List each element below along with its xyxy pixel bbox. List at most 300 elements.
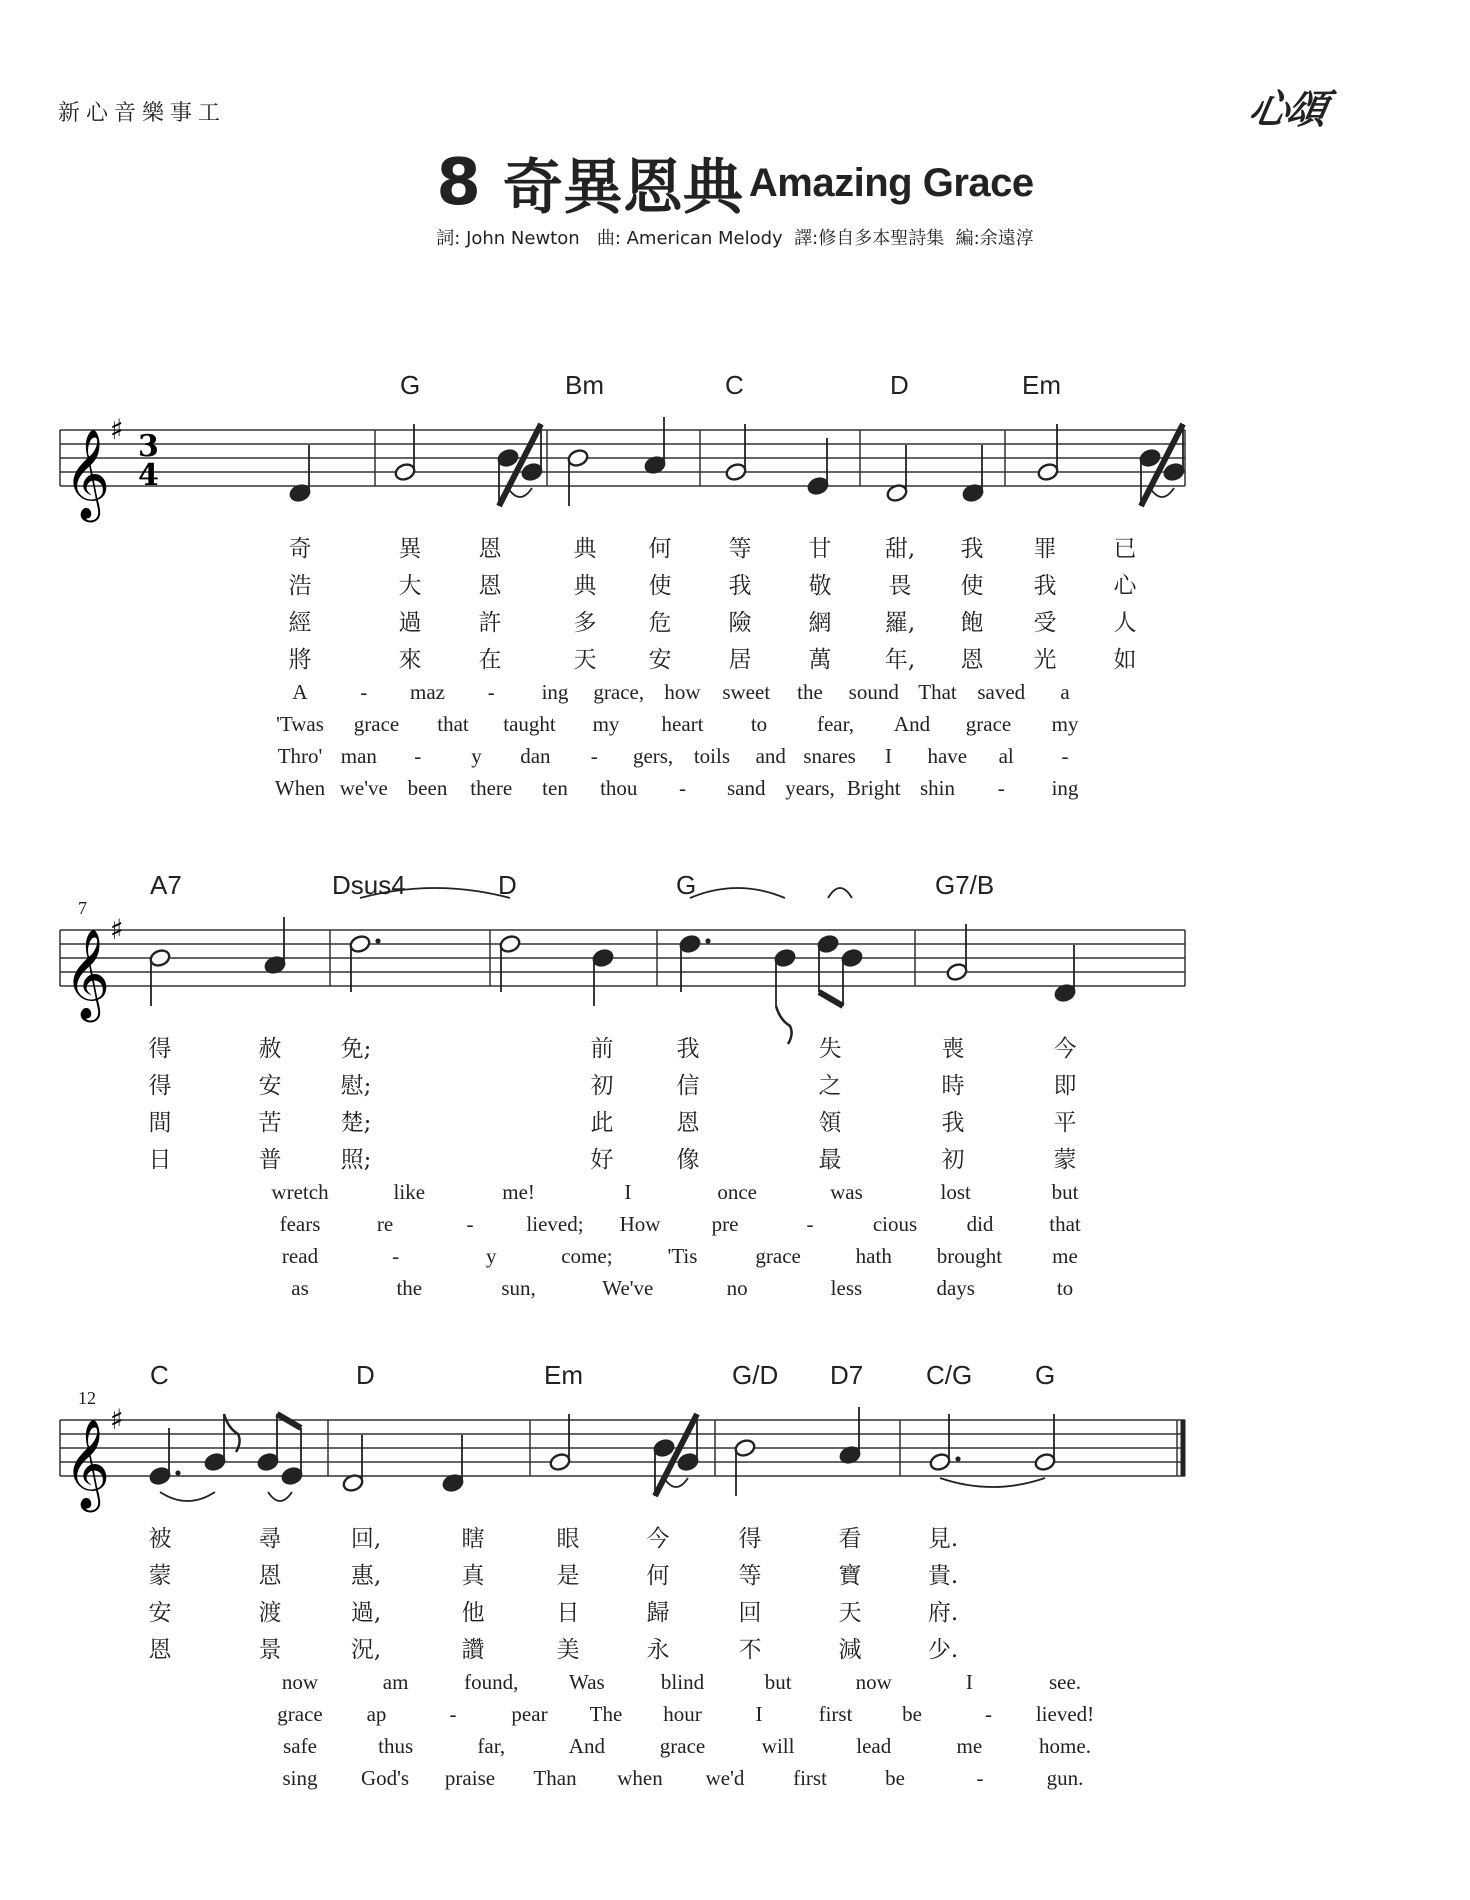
lyric-en: - — [590, 744, 598, 768]
lyric-en: to — [750, 712, 768, 736]
lyric-en: read — [281, 1244, 319, 1268]
note-head — [653, 1438, 676, 1458]
lyric-zh: 我 — [676, 1036, 700, 1062]
lyric-en: - — [976, 1766, 984, 1790]
lyric-zh: 日 — [148, 1147, 172, 1173]
lyric-en: safe — [283, 1734, 317, 1758]
lyric-en: ing — [541, 680, 569, 704]
lyric-zh: 光 — [1033, 647, 1057, 673]
lyric-en: - — [487, 680, 495, 704]
dot — [175, 1470, 180, 1475]
lyric-en: how — [664, 680, 701, 704]
lyric-en: when — [617, 1766, 663, 1790]
lyric-en: y — [471, 744, 482, 768]
lyric-zh: 今 — [1053, 1036, 1077, 1062]
lyric-en: me! — [502, 1180, 535, 1204]
slur — [1150, 488, 1174, 497]
lyric-en: days — [936, 1276, 975, 1300]
lyric-zh: 經 — [288, 610, 312, 636]
lyric-en: blind — [660, 1670, 705, 1694]
lyric-zh: 已 — [1113, 536, 1137, 562]
note-head — [592, 948, 615, 968]
lyric-en: A — [292, 680, 308, 704]
lyric-en: fear, — [816, 712, 855, 736]
lyric-zh: 我 — [728, 573, 752, 599]
note-head — [946, 962, 969, 982]
lyric-zh: 人 — [1113, 610, 1137, 636]
lyric-en: I — [965, 1670, 973, 1694]
lyric-en: to — [1056, 1276, 1074, 1300]
lyric-zh: 羅, — [884, 610, 916, 636]
lyric-en: was — [830, 1180, 863, 1204]
lyric-en: We've — [602, 1276, 654, 1300]
lyric-zh: 他 — [461, 1600, 485, 1626]
lyric-zh: 恩 — [478, 536, 502, 562]
lyric-en: have — [927, 744, 968, 768]
lyric-zh: 永 — [646, 1637, 670, 1663]
note-head — [679, 934, 702, 954]
lyric-zh: 初 — [941, 1147, 965, 1173]
lyric-en: been — [407, 776, 448, 800]
note-head — [1037, 462, 1060, 482]
time-signature-bottom: 4 — [138, 458, 159, 493]
lyric-zh: 看 — [838, 1526, 862, 1552]
lyric-en: found, — [464, 1670, 519, 1694]
lyric-en: see. — [1048, 1670, 1082, 1694]
beam — [819, 992, 843, 1006]
lyric-en: y — [486, 1244, 497, 1268]
lyric-zh: 畏 — [888, 573, 912, 599]
lyric-zh: 時 — [941, 1073, 965, 1099]
note-head — [394, 462, 417, 482]
note-head — [549, 1452, 572, 1472]
lyric-zh: 等 — [728, 536, 752, 562]
chord-symbol: G — [1035, 1360, 1056, 1390]
lyric-en: sweet — [722, 680, 771, 704]
lyric-en: - — [449, 1702, 457, 1726]
lyric-en: ten — [542, 776, 568, 800]
lyric-en: thus — [378, 1734, 414, 1758]
lyric-zh: 景 — [258, 1637, 282, 1663]
lyric-zh: 安 — [258, 1073, 282, 1099]
lyric-zh: 赦 — [258, 1036, 282, 1062]
note-head — [567, 448, 590, 468]
note-head — [499, 934, 522, 954]
lyric-zh: 天 — [573, 647, 597, 673]
music-system-1 — [60, 370, 1360, 810]
lyric-en: pre — [711, 1212, 739, 1236]
lyric-zh: 日 — [556, 1600, 580, 1626]
lyric-zh: 好 — [590, 1147, 614, 1173]
dot — [955, 1456, 960, 1461]
eighth-flag — [776, 1006, 792, 1044]
lyric-zh: 此 — [590, 1110, 614, 1136]
lyric-zh: 真 — [461, 1563, 485, 1589]
lyric-en: heart — [661, 712, 704, 736]
lyric-zh: 少. — [927, 1637, 959, 1663]
lyric-en: The — [589, 1702, 623, 1726]
lyric-zh: 如 — [1113, 647, 1137, 673]
lyric-en: the — [797, 680, 823, 704]
lyric-zh: 使 — [648, 573, 672, 599]
lyric-zh: 得 — [148, 1036, 172, 1062]
lyric-zh: 浩 — [288, 573, 312, 599]
lyric-zh: 大 — [398, 573, 422, 599]
lyric-zh: 多 — [573, 610, 597, 636]
lyric-en: fears — [279, 1212, 321, 1236]
lyric-zh: 眼 — [556, 1526, 580, 1552]
slur — [940, 1478, 1045, 1487]
note-head — [841, 948, 864, 968]
lyric-en: shin — [919, 776, 956, 800]
lyric-en: and — [755, 744, 786, 768]
lyric-en: first — [793, 1766, 827, 1790]
lyric-en: - — [414, 744, 422, 768]
lyric-en: How — [619, 1212, 661, 1236]
sharp-key-signature-icon: ♯ — [110, 913, 124, 946]
chord-symbol: Bm — [565, 370, 604, 400]
lyric-en: praise — [444, 1766, 496, 1790]
lyric-en: first — [818, 1702, 853, 1726]
chord-symbol: C/G — [926, 1360, 973, 1390]
slur — [508, 488, 532, 497]
lyric-zh: 惠, — [350, 1563, 382, 1589]
lyric-en: When — [274, 776, 326, 800]
lyric-zh: 苦 — [258, 1110, 282, 1136]
lyric-zh: 典 — [573, 536, 597, 562]
lyric-en: that — [1049, 1212, 1081, 1236]
lyric-en: but — [764, 1670, 792, 1694]
lyric-en: lost — [940, 1180, 971, 1204]
lyric-zh: 過 — [398, 610, 422, 636]
lyric-en: once — [717, 1180, 757, 1204]
note-head — [734, 1438, 757, 1458]
lyric-zh: 尋 — [258, 1526, 282, 1552]
lyric-en: sand — [727, 776, 766, 800]
lyric-en: now — [855, 1670, 892, 1694]
lyric-zh: 天 — [838, 1600, 862, 1626]
lyric-zh: 奇 — [288, 536, 312, 562]
lyric-zh: 異 — [398, 536, 422, 562]
lyric-en: grace — [277, 1702, 323, 1726]
lyric-zh: 安 — [148, 1600, 172, 1626]
lyric-zh: 被 — [148, 1526, 172, 1552]
lyric-zh: 瞎 — [461, 1526, 485, 1552]
lyric-en: a — [1060, 680, 1070, 704]
sharp-key-signature-icon: ♯ — [110, 413, 124, 446]
note-head — [774, 948, 797, 968]
lyric-zh: 蒙 — [148, 1563, 172, 1589]
lyric-zh: 失 — [818, 1036, 842, 1062]
chord-symbol: Em — [1022, 370, 1061, 400]
chord-symbol: D — [498, 870, 517, 900]
lyric-zh: 罪 — [1033, 536, 1057, 562]
lyric-en: lieved! — [1035, 1702, 1095, 1726]
chord-symbol: Em — [544, 1360, 583, 1390]
lyric-zh: 前 — [590, 1036, 614, 1062]
slur — [828, 888, 852, 898]
lyric-zh: 府. — [927, 1600, 959, 1626]
measure-number: 7 — [78, 898, 87, 918]
lyric-en: thou — [600, 776, 638, 800]
lyric-zh: 像 — [676, 1147, 700, 1173]
lyric-en: taught — [503, 712, 556, 736]
note-head — [817, 934, 840, 954]
lyric-zh: 我 — [941, 1110, 965, 1136]
lyric-zh: 喪 — [941, 1036, 965, 1062]
lyric-zh: 得 — [148, 1073, 172, 1099]
music-system-3 — [60, 1360, 1360, 1800]
note-head — [929, 1452, 952, 1472]
chord-symbol: G — [676, 870, 697, 900]
lyric-en: - — [360, 680, 368, 704]
lyric-en: al — [998, 744, 1014, 768]
lyric-zh: 即 — [1053, 1073, 1077, 1099]
lyric-en: sound — [848, 680, 899, 704]
lyric-en: hath — [855, 1244, 892, 1268]
staff — [60, 870, 1360, 1070]
lyric-zh: 信 — [676, 1073, 700, 1099]
lyric-en: gers, — [632, 744, 674, 768]
lyric-zh: 萬 — [808, 647, 832, 673]
lyric-zh: 心 — [1113, 573, 1137, 599]
lyric-zh: 甘 — [808, 536, 832, 562]
lyric-zh: 安 — [648, 647, 672, 673]
lyric-zh: 回, — [350, 1526, 382, 1552]
lyric-en: will — [761, 1734, 795, 1758]
lyric-en: but — [1051, 1180, 1079, 1204]
song-title — [0, 140, 1470, 226]
treble-clef-icon: 𝄞 — [64, 1419, 111, 1509]
title-english: Amazing Grace — [748, 160, 1034, 205]
lyric-en: gun. — [1046, 1766, 1084, 1790]
lyric-zh: 恩 — [478, 573, 502, 599]
lyric-zh: 今 — [646, 1526, 670, 1552]
lyric-zh: 領 — [818, 1110, 842, 1136]
note-head — [1139, 448, 1162, 468]
lyric-en: Bright — [846, 776, 901, 800]
lyric-en: - — [392, 1244, 400, 1268]
chord-symbol: D — [356, 1360, 375, 1390]
note-head — [257, 1452, 280, 1472]
chord-symbol: Dsus4 — [332, 870, 406, 900]
lyric-en: 'Twas — [276, 712, 324, 736]
lyric-zh: 來 — [398, 647, 422, 673]
slur — [690, 888, 785, 898]
lyric-en: Than — [533, 1766, 577, 1790]
staff — [60, 370, 1360, 570]
lyric-en: lead — [856, 1734, 892, 1758]
hymnal-logo: 心頌 — [1245, 86, 1330, 133]
lyric-zh: 我 — [1033, 573, 1057, 599]
lyric-en: grace — [353, 712, 400, 736]
lyric-zh: 間 — [148, 1110, 172, 1136]
note-head — [149, 948, 172, 968]
lyric-en: - — [997, 776, 1005, 800]
lyric-zh: 恩 — [148, 1637, 172, 1663]
lyric-en: I — [624, 1180, 632, 1204]
lyric-en: we've — [339, 776, 388, 800]
chord-symbol: G/D — [732, 1360, 779, 1390]
lyric-zh: 歸 — [646, 1600, 670, 1626]
lyric-en: God's — [360, 1766, 410, 1790]
chord-symbol: G — [400, 370, 421, 400]
lyric-en: maz — [410, 680, 445, 704]
lyric-en: 'Tis — [667, 1244, 698, 1268]
lyric-en: hour — [663, 1702, 702, 1726]
lyric-en: be — [885, 1766, 905, 1790]
lyric-zh: 何 — [648, 536, 672, 562]
lyric-zh: 典 — [573, 573, 597, 599]
sharp-key-signature-icon: ♯ — [110, 1403, 124, 1436]
lyric-en: far, — [477, 1734, 506, 1758]
lyric-en: That — [918, 680, 957, 704]
note-head — [521, 462, 544, 482]
lyric-zh: 照; — [340, 1147, 372, 1173]
publisher-name: 新心音樂事工 — [58, 101, 227, 126]
title-chinese: 奇異恩典 — [502, 153, 743, 223]
lyric-en: cious — [872, 1212, 918, 1236]
lyric-zh: 恩 — [676, 1110, 700, 1136]
lyric-zh: 等 — [738, 1563, 762, 1589]
note-head — [149, 1466, 172, 1486]
lyric-zh: 過, — [350, 1600, 382, 1626]
lyric-zh: 見. — [927, 1526, 959, 1552]
lyric-en: the — [396, 1276, 423, 1300]
note-head — [1034, 1452, 1057, 1472]
lyric-en: me — [956, 1734, 983, 1758]
lyric-zh: 險 — [728, 610, 752, 636]
lyric-en: my — [1051, 712, 1079, 736]
lyric-zh: 普 — [258, 1147, 282, 1173]
lyric-zh: 是 — [556, 1563, 580, 1589]
slur — [664, 1478, 688, 1487]
note-head — [725, 462, 748, 482]
lyric-en: And — [893, 712, 931, 736]
lyric-zh: 讚 — [461, 1637, 485, 1663]
lyric-en: toils — [693, 744, 731, 768]
lyric-en: - — [985, 1702, 992, 1726]
lyric-en: re — [376, 1212, 394, 1236]
lyric-zh: 飽 — [960, 610, 984, 636]
lyric-zh: 危 — [648, 610, 672, 636]
staff — [60, 1360, 1360, 1560]
lyric-zh: 寶 — [838, 1563, 862, 1589]
lyric-zh: 網 — [808, 610, 832, 636]
lyric-zh: 受 — [1033, 610, 1057, 636]
lyric-en: brought — [936, 1244, 1003, 1268]
lyric-zh: 減 — [838, 1637, 862, 1663]
lyric-zh: 楚; — [340, 1110, 372, 1136]
note-head — [677, 1452, 700, 1472]
measure-number: 12 — [78, 1388, 96, 1408]
lyric-en: we'd — [705, 1766, 745, 1790]
lyric-en: ing — [1051, 776, 1079, 800]
lyric-zh: 蒙 — [1053, 1147, 1077, 1173]
lyric-en: am — [382, 1670, 409, 1694]
lyric-en: - — [679, 776, 686, 800]
music-system-2 — [60, 870, 1360, 1310]
dot — [375, 938, 380, 943]
lyric-zh: 最 — [818, 1147, 842, 1173]
lyric-en: And — [568, 1734, 605, 1758]
lyric-en: grace — [755, 1244, 801, 1268]
lyric-zh: 使 — [960, 573, 984, 599]
treble-clef-icon: 𝄞 — [64, 929, 111, 1019]
lyric-en: grace, — [593, 680, 645, 704]
chord-symbol: D7 — [830, 1360, 864, 1390]
lyric-en: now — [281, 1670, 319, 1694]
chord-symbol: G7/B — [935, 870, 995, 900]
chord-symbol: D — [890, 370, 909, 400]
lyric-en: that — [437, 712, 469, 736]
note-head — [281, 1466, 304, 1486]
treble-clef-icon: 𝄞 — [64, 429, 111, 519]
lyric-zh: 許 — [478, 610, 502, 636]
dot — [705, 938, 710, 943]
lyric-zh: 居 — [728, 647, 752, 673]
note-head — [807, 476, 830, 496]
lyric-zh: 渡 — [258, 1600, 282, 1626]
lyric-en: saved — [977, 680, 1026, 704]
chord-symbol: C — [725, 370, 744, 400]
chord-symbol: C — [150, 1360, 169, 1390]
lyric-zh: 回 — [738, 1600, 762, 1626]
lyric-zh: 在 — [478, 647, 502, 673]
lyric-en: did — [966, 1212, 994, 1236]
note-head — [497, 448, 520, 468]
lyric-zh: 我 — [960, 536, 984, 562]
lyric-zh: 年, — [884, 647, 916, 673]
note-head — [204, 1452, 227, 1472]
lyric-en: I — [755, 1702, 763, 1726]
lyric-en: sing — [282, 1766, 318, 1790]
lyric-en: - — [1061, 744, 1069, 768]
song-number: 8 — [436, 146, 481, 220]
lyric-en: ap — [366, 1702, 387, 1726]
lyric-en: Thro' — [277, 744, 323, 768]
lyric-en: wretch — [271, 1180, 329, 1204]
lyric-zh: 敬 — [808, 573, 832, 599]
lyric-zh: 恩 — [960, 647, 984, 673]
beam — [277, 1414, 301, 1428]
note-head — [349, 934, 372, 954]
lyric-en: no — [726, 1276, 748, 1300]
lyric-zh: 平 — [1053, 1110, 1077, 1136]
lyric-zh: 免; — [340, 1036, 372, 1062]
lyric-zh: 恩 — [258, 1563, 282, 1589]
lyric-en: as — [291, 1276, 309, 1300]
note-head — [1163, 462, 1186, 482]
lyric-en: home. — [1039, 1734, 1091, 1758]
lyric-en: me — [1052, 1244, 1078, 1268]
lyric-en: be — [902, 1702, 922, 1726]
lyric-zh: 貴. — [927, 1563, 959, 1589]
lyric-en: Was — [569, 1670, 605, 1694]
chord-symbol: A7 — [150, 870, 182, 900]
lyric-zh: 之 — [818, 1073, 842, 1099]
lyric-en: grace — [965, 712, 1012, 736]
song-credits: 詞: John Newton 曲: American Melody 譯:修自多本聖詩集 編:余遠淳 — [436, 228, 1034, 249]
lyric-zh: 況, — [350, 1637, 382, 1663]
lyric-zh: 慰; — [340, 1073, 372, 1099]
lyric-en: like — [393, 1180, 426, 1204]
lyric-zh: 何 — [646, 1563, 670, 1589]
lyric-en: dan — [520, 744, 551, 768]
lyric-zh: 美 — [556, 1637, 580, 1663]
lyric-en: years, — [785, 776, 835, 800]
lyric-zh: 將 — [288, 647, 312, 673]
